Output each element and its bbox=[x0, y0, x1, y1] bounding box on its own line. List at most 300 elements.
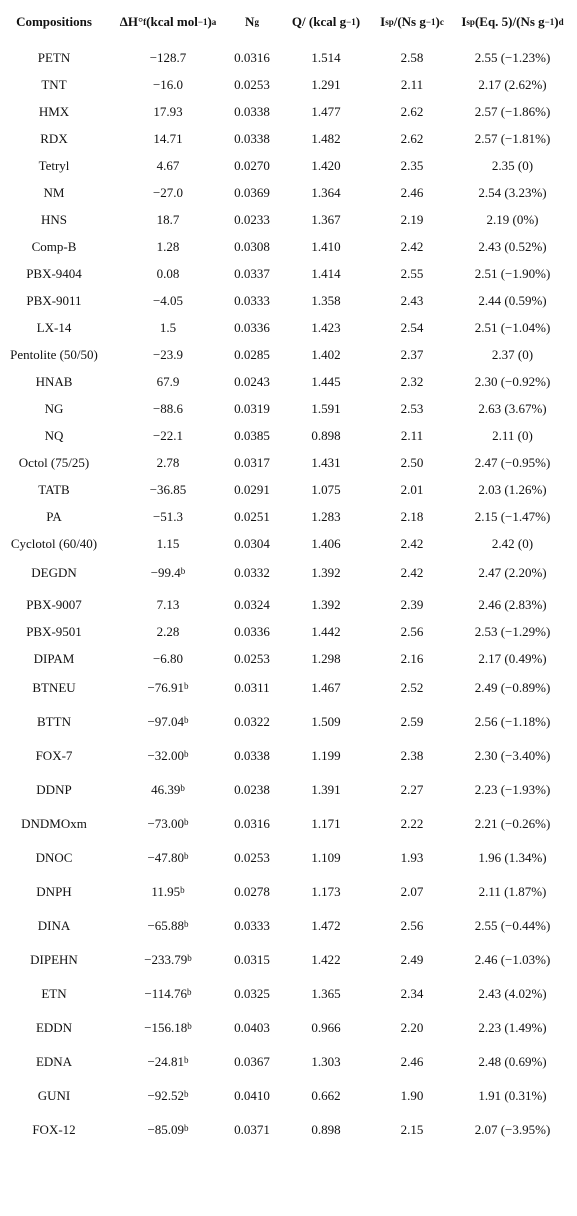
cell-composition bbox=[0, 619, 108, 645]
cell-composition bbox=[0, 288, 108, 314]
cell-composition-value: Comp-B bbox=[31, 239, 77, 254]
header-isp-eq5-note: d bbox=[558, 17, 564, 27]
cell-ng bbox=[228, 450, 276, 476]
cell-isp-eq5 bbox=[448, 99, 577, 125]
cell-isp-value: 2.42 bbox=[400, 239, 424, 254]
cell-composition-value: DIPEHN bbox=[30, 952, 78, 967]
cell-isp-eq5 bbox=[448, 947, 577, 973]
cell-q-value: 1.283 bbox=[311, 509, 341, 524]
cell-ng bbox=[228, 1015, 276, 1041]
cell-ng-value: 0.0270 bbox=[234, 158, 270, 173]
cell-ng bbox=[228, 234, 276, 260]
cell-isp-value: 2.15 bbox=[400, 1122, 424, 1137]
footnote-marker: b bbox=[184, 851, 189, 861]
cell-isp-eq5 bbox=[448, 261, 577, 287]
cell-isp-eq5 bbox=[448, 1049, 577, 1075]
cell-ng bbox=[228, 646, 276, 672]
cell-isp bbox=[376, 811, 448, 837]
footnote-marker: b bbox=[180, 566, 186, 576]
header-isp-close: ) bbox=[435, 14, 440, 29]
cell-composition-value: Pentolite (50/50) bbox=[10, 347, 98, 362]
cell-enthalpy bbox=[108, 72, 228, 98]
cell-q-value: 1.364 bbox=[311, 185, 341, 200]
footnote-marker: b bbox=[184, 1055, 189, 1065]
table-row bbox=[0, 981, 577, 1007]
cell-ng bbox=[228, 72, 276, 98]
cell-composition bbox=[0, 342, 108, 368]
cell-q bbox=[276, 396, 376, 422]
cell-ng-value: 0.0291 bbox=[234, 482, 270, 497]
header-isp-eq5-unit: (Eq. 5)/(Ns g bbox=[474, 14, 545, 29]
cell-isp-eq5 bbox=[448, 72, 577, 98]
cell-isp bbox=[376, 126, 448, 152]
cell-ng bbox=[228, 709, 276, 735]
cell-enthalpy bbox=[108, 1049, 228, 1075]
cell-q-value: 1.423 bbox=[311, 320, 341, 335]
cell-enthalpy bbox=[108, 342, 228, 368]
cell-isp-value: 2.56 bbox=[400, 624, 424, 639]
cell-composition bbox=[0, 592, 108, 618]
cell-enthalpy-value: 14.71 bbox=[153, 131, 183, 146]
cell-q-value: 1.402 bbox=[311, 347, 341, 362]
cell-ng-value: 0.0238 bbox=[234, 782, 270, 797]
cell-ng-value: 0.0322 bbox=[234, 714, 270, 729]
cell-isp bbox=[376, 777, 448, 803]
cell-q bbox=[276, 234, 376, 260]
cell-isp-eq5-value: 2.35 (0) bbox=[491, 158, 534, 173]
cell-isp-value: 2.56 bbox=[400, 918, 424, 933]
cell-enthalpy-value: −97.04 bbox=[147, 714, 185, 729]
header-isp bbox=[376, 0, 448, 44]
cell-composition-value: NQ bbox=[44, 428, 64, 443]
cell-enthalpy bbox=[108, 261, 228, 287]
cell-isp-value: 2.18 bbox=[400, 509, 424, 524]
cell-enthalpy-value: −47.80 bbox=[147, 850, 185, 865]
table-row bbox=[0, 1015, 577, 1041]
cell-composition-value: Tetryl bbox=[38, 158, 70, 173]
cell-ng bbox=[228, 126, 276, 152]
cell-isp-eq5 bbox=[448, 126, 577, 152]
cell-ng bbox=[228, 342, 276, 368]
cell-q bbox=[276, 777, 376, 803]
cell-isp-eq5 bbox=[448, 477, 577, 503]
header-isp-note: c bbox=[439, 17, 444, 27]
cell-composition-value: NG bbox=[44, 401, 64, 416]
cell-ng bbox=[228, 261, 276, 287]
cell-isp-eq5-value: 2.23 (1.49%) bbox=[478, 1020, 547, 1035]
table-row bbox=[0, 126, 577, 152]
cell-enthalpy-value: −51.3 bbox=[152, 509, 184, 524]
cell-q-value: 1.406 bbox=[311, 536, 341, 551]
cell-enthalpy bbox=[108, 560, 228, 586]
header-ng-sub: g bbox=[254, 17, 259, 27]
cell-isp bbox=[376, 1083, 448, 1109]
header-compositions bbox=[0, 0, 108, 44]
table-row bbox=[0, 777, 577, 803]
cell-isp-eq5-value: 2.57 (−1.86%) bbox=[474, 104, 551, 119]
cell-q-value: 1.472 bbox=[311, 918, 341, 933]
cell-isp bbox=[376, 45, 448, 71]
cell-isp-eq5-value: 2.57 (−1.81%) bbox=[474, 131, 551, 146]
cell-isp bbox=[376, 423, 448, 449]
cell-enthalpy bbox=[108, 879, 228, 905]
cell-q-value: 1.109 bbox=[311, 850, 341, 865]
cell-enthalpy bbox=[108, 180, 228, 206]
cell-isp-eq5 bbox=[448, 153, 577, 179]
cell-q bbox=[276, 342, 376, 368]
cell-isp-eq5-value: 2.17 (2.62%) bbox=[478, 77, 547, 92]
cell-enthalpy-value: 1.5 bbox=[159, 320, 177, 335]
cell-q bbox=[276, 619, 376, 645]
table-row bbox=[0, 315, 577, 341]
cell-isp-value: 2.34 bbox=[400, 986, 424, 1001]
cell-isp-eq5 bbox=[448, 180, 577, 206]
cell-isp-eq5 bbox=[448, 1083, 577, 1109]
cell-q-value: 1.392 bbox=[311, 597, 341, 612]
cell-enthalpy-value: 18.7 bbox=[156, 212, 180, 227]
cell-composition-value: TATB bbox=[38, 482, 70, 497]
cell-q-value: 1.420 bbox=[311, 158, 341, 173]
cell-isp-eq5 bbox=[448, 981, 577, 1007]
cell-composition bbox=[0, 879, 108, 905]
cell-q bbox=[276, 947, 376, 973]
cell-q-value: 1.075 bbox=[311, 482, 341, 497]
cell-q-value: 1.477 bbox=[311, 104, 341, 119]
footnote-marker: b bbox=[184, 749, 189, 759]
cell-q bbox=[276, 743, 376, 769]
cell-isp-eq5 bbox=[448, 396, 577, 422]
cell-ng bbox=[228, 1049, 276, 1075]
cell-composition bbox=[0, 845, 108, 871]
cell-enthalpy-value: −24.81 bbox=[147, 1054, 185, 1069]
cell-isp bbox=[376, 646, 448, 672]
cell-isp-value: 1.93 bbox=[400, 850, 424, 865]
footnote-marker: b bbox=[180, 885, 185, 895]
cell-isp-eq5-value: 2.48 (0.69%) bbox=[478, 1054, 547, 1069]
cell-composition bbox=[0, 72, 108, 98]
cell-isp-value: 2.46 bbox=[400, 1054, 424, 1069]
cell-ng-value: 0.0311 bbox=[234, 680, 270, 695]
cell-enthalpy-value: −36.85 bbox=[149, 482, 187, 497]
cell-isp-eq5 bbox=[448, 369, 577, 395]
cell-isp-eq5-value: 2.46 (−1.03%) bbox=[474, 952, 551, 967]
cell-q-value: 1.410 bbox=[311, 239, 341, 254]
cell-isp bbox=[376, 1015, 448, 1041]
cell-enthalpy-value: 2.28 bbox=[156, 624, 180, 639]
cell-ng-value: 0.0385 bbox=[234, 428, 270, 443]
cell-enthalpy bbox=[108, 504, 228, 530]
cell-ng bbox=[228, 913, 276, 939]
cell-q bbox=[276, 709, 376, 735]
cell-enthalpy bbox=[108, 126, 228, 152]
table-row bbox=[0, 234, 577, 260]
cell-isp-value: 2.35 bbox=[400, 158, 424, 173]
header-ng-symbol: N bbox=[245, 14, 255, 29]
cell-isp bbox=[376, 153, 448, 179]
footnote-marker: b bbox=[180, 783, 185, 793]
cell-ng-value: 0.0338 bbox=[234, 104, 270, 119]
cell-isp bbox=[376, 315, 448, 341]
cell-q bbox=[276, 261, 376, 287]
table-row bbox=[0, 504, 577, 530]
header-isp-unit: /(Ns g bbox=[393, 14, 426, 29]
cell-isp-eq5 bbox=[448, 207, 577, 233]
header-enthalpy-close: ) bbox=[207, 14, 212, 29]
cell-enthalpy-value: 67.9 bbox=[156, 374, 180, 389]
cell-enthalpy-value: 17.93 bbox=[153, 104, 183, 119]
cell-isp bbox=[376, 845, 448, 871]
table-row bbox=[0, 396, 577, 422]
cell-composition-value: HNS bbox=[40, 212, 67, 227]
cell-q-value: 0.898 bbox=[311, 428, 341, 443]
cell-isp-eq5 bbox=[448, 560, 577, 586]
cell-ng-value: 0.0253 bbox=[234, 77, 270, 92]
cell-enthalpy bbox=[108, 477, 228, 503]
cell-isp bbox=[376, 675, 448, 701]
cell-isp bbox=[376, 234, 448, 260]
cell-composition bbox=[0, 45, 108, 71]
cell-composition-value: DDNP bbox=[36, 782, 72, 797]
header-isp-eq5 bbox=[448, 0, 577, 44]
cell-q-value: 1.442 bbox=[311, 624, 341, 639]
cell-enthalpy-value: 11.95 bbox=[151, 884, 181, 899]
cell-composition-value: Octol (75/25) bbox=[18, 455, 90, 470]
cell-enthalpy bbox=[108, 592, 228, 618]
header-q bbox=[276, 0, 376, 44]
header-isp-sub: sp bbox=[385, 17, 394, 27]
cell-composition bbox=[0, 315, 108, 341]
cell-composition-value: PBX-9501 bbox=[26, 624, 82, 639]
cell-isp-eq5-value: 2.43 (4.02%) bbox=[478, 986, 547, 1001]
cell-composition bbox=[0, 180, 108, 206]
cell-q bbox=[276, 811, 376, 837]
cell-ng-value: 0.0243 bbox=[234, 374, 270, 389]
cell-q-value: 0.662 bbox=[311, 1088, 341, 1103]
table-row bbox=[0, 531, 577, 557]
cell-isp bbox=[376, 743, 448, 769]
cell-ng-value: 0.0332 bbox=[234, 565, 270, 580]
cell-composition-value: DINA bbox=[37, 918, 71, 933]
cell-q bbox=[276, 45, 376, 71]
table-row bbox=[0, 845, 577, 871]
header-ng bbox=[228, 0, 276, 44]
table-row bbox=[0, 743, 577, 769]
cell-enthalpy-value: −85.09 bbox=[147, 1122, 185, 1137]
cell-isp-value: 2.11 bbox=[400, 428, 424, 443]
table-row bbox=[0, 1117, 577, 1143]
footnote-marker: b bbox=[187, 987, 192, 997]
cell-ng bbox=[228, 845, 276, 871]
footnote-marker: b bbox=[184, 1123, 189, 1133]
cell-isp-value: 2.50 bbox=[400, 455, 424, 470]
cell-isp-eq5-value: 2.37 (0) bbox=[491, 347, 534, 362]
cell-isp bbox=[376, 180, 448, 206]
cell-enthalpy bbox=[108, 1015, 228, 1041]
cell-composition bbox=[0, 369, 108, 395]
table-row bbox=[0, 592, 577, 618]
header-enthalpy-exp: −1 bbox=[197, 17, 208, 27]
cell-enthalpy-value: 46.39 bbox=[151, 782, 181, 797]
cell-enthalpy-value: 1.28 bbox=[156, 239, 180, 254]
cell-isp-eq5 bbox=[448, 913, 577, 939]
cell-q bbox=[276, 369, 376, 395]
cell-isp-value: 2.42 bbox=[400, 565, 424, 580]
cell-isp-eq5 bbox=[448, 315, 577, 341]
cell-ng-value: 0.0369 bbox=[234, 185, 270, 200]
cell-isp-eq5 bbox=[448, 1015, 577, 1041]
cell-q bbox=[276, 99, 376, 125]
cell-isp-eq5 bbox=[448, 646, 577, 672]
cell-isp-eq5-value: 2.55 (−1.23%) bbox=[474, 50, 551, 65]
cell-isp-eq5-value: 1.91 (0.31%) bbox=[478, 1088, 547, 1103]
cell-isp-value: 2.37 bbox=[400, 347, 424, 362]
cell-composition bbox=[0, 560, 108, 586]
table-row bbox=[0, 675, 577, 701]
cell-isp-eq5 bbox=[448, 234, 577, 260]
header-isp-exp: −1 bbox=[425, 17, 436, 27]
cell-enthalpy-value: −6.80 bbox=[152, 651, 184, 666]
cell-ng bbox=[228, 777, 276, 803]
table-row bbox=[0, 879, 577, 905]
table-row bbox=[0, 1049, 577, 1075]
cell-composition-value: EDNA bbox=[35, 1054, 73, 1069]
cell-enthalpy bbox=[108, 396, 228, 422]
cell-isp bbox=[376, 288, 448, 314]
cell-q-value: 1.509 bbox=[311, 714, 341, 729]
table-row bbox=[0, 560, 577, 586]
cell-isp-eq5-value: 2.47 (−0.95%) bbox=[474, 455, 551, 470]
cell-enthalpy-value: −22.1 bbox=[152, 428, 184, 443]
cell-enthalpy bbox=[108, 709, 228, 735]
cell-ng bbox=[228, 45, 276, 71]
cell-enthalpy-value: −32.00 bbox=[147, 748, 185, 763]
cell-ng-value: 0.0316 bbox=[234, 816, 270, 831]
cell-isp-eq5-value: 2.51 (−1.04%) bbox=[474, 320, 551, 335]
cell-enthalpy bbox=[108, 315, 228, 341]
cell-isp-value: 2.58 bbox=[400, 50, 424, 65]
cell-q bbox=[276, 180, 376, 206]
cell-isp-value: 2.19 bbox=[400, 212, 424, 227]
cell-q bbox=[276, 1117, 376, 1143]
cell-q-value: 0.898 bbox=[311, 1122, 341, 1137]
cell-ng-value: 0.0333 bbox=[234, 918, 270, 933]
cell-isp-value: 2.01 bbox=[400, 482, 424, 497]
cell-q bbox=[276, 72, 376, 98]
cell-q-value: 1.467 bbox=[311, 680, 341, 695]
cell-isp-eq5 bbox=[448, 450, 577, 476]
header-enthalpy-sub: f bbox=[143, 17, 147, 27]
cell-isp-value: 2.62 bbox=[400, 131, 424, 146]
cell-composition bbox=[0, 99, 108, 125]
cell-isp-eq5-value: 2.11 (0) bbox=[492, 428, 533, 443]
table-row bbox=[0, 207, 577, 233]
cell-q-value: 1.431 bbox=[311, 455, 341, 470]
cell-q bbox=[276, 1049, 376, 1075]
cell-isp-eq5 bbox=[448, 342, 577, 368]
cell-composition bbox=[0, 709, 108, 735]
cell-composition bbox=[0, 396, 108, 422]
cell-isp-value: 2.11 bbox=[400, 77, 424, 92]
cell-isp-eq5 bbox=[448, 531, 577, 557]
table-row bbox=[0, 342, 577, 368]
cell-q-value: 1.367 bbox=[311, 212, 341, 227]
cell-isp-eq5 bbox=[448, 743, 577, 769]
cell-composition-value: BTTN bbox=[37, 714, 71, 729]
cell-composition-value: PBX-9404 bbox=[26, 266, 82, 281]
cell-isp bbox=[376, 709, 448, 735]
cell-isp-eq5 bbox=[448, 619, 577, 645]
header-isp-symbol: I bbox=[380, 14, 386, 29]
cell-composition-value: DNDMOxm bbox=[21, 816, 87, 831]
cell-ng bbox=[228, 981, 276, 1007]
cell-enthalpy bbox=[108, 619, 228, 645]
cell-isp-eq5 bbox=[448, 879, 577, 905]
header-isp-eq5-close: ) bbox=[554, 14, 559, 29]
cell-composition bbox=[0, 423, 108, 449]
cell-composition-value: DNOC bbox=[35, 850, 73, 865]
cell-q-value: 1.291 bbox=[311, 77, 341, 92]
cell-composition-value: ETN bbox=[41, 986, 67, 1001]
cell-isp-value: 2.53 bbox=[400, 401, 424, 416]
cell-isp bbox=[376, 396, 448, 422]
cell-enthalpy-value: 2.78 bbox=[156, 455, 180, 470]
cell-isp bbox=[376, 369, 448, 395]
cell-enthalpy bbox=[108, 1117, 228, 1143]
cell-ng bbox=[228, 743, 276, 769]
cell-ng-value: 0.0338 bbox=[234, 131, 270, 146]
cell-ng bbox=[228, 207, 276, 233]
cell-ng bbox=[228, 288, 276, 314]
cell-enthalpy-value: −4.05 bbox=[152, 293, 184, 308]
cell-ng bbox=[228, 1083, 276, 1109]
cell-ng-value: 0.0319 bbox=[234, 401, 270, 416]
cell-q-value: 1.591 bbox=[311, 401, 341, 416]
cell-ng bbox=[228, 315, 276, 341]
cell-composition bbox=[0, 531, 108, 557]
cell-ng-value: 0.0315 bbox=[234, 952, 270, 967]
cell-composition bbox=[0, 981, 108, 1007]
cell-isp bbox=[376, 1117, 448, 1143]
cell-enthalpy bbox=[108, 1083, 228, 1109]
cell-enthalpy bbox=[108, 646, 228, 672]
cell-enthalpy bbox=[108, 369, 228, 395]
cell-enthalpy-value: −128.7 bbox=[149, 50, 187, 65]
cell-isp-eq5-value: 2.43 (0.52%) bbox=[478, 239, 547, 254]
cell-q bbox=[276, 913, 376, 939]
cell-q-value: 1.392 bbox=[311, 565, 341, 580]
cell-ng-value: 0.0253 bbox=[234, 850, 270, 865]
cell-enthalpy bbox=[108, 288, 228, 314]
cell-enthalpy bbox=[108, 450, 228, 476]
cell-ng-value: 0.0253 bbox=[234, 651, 270, 666]
cell-isp-eq5-value: 2.54 (3.23%) bbox=[478, 185, 547, 200]
cell-isp bbox=[376, 619, 448, 645]
cell-isp-eq5-value: 2.30 (−3.40%) bbox=[474, 748, 551, 763]
cell-isp-eq5-value: 2.11 (1.87%) bbox=[478, 884, 547, 899]
cell-isp-value: 2.49 bbox=[400, 952, 424, 967]
cell-ng-value: 0.0336 bbox=[234, 624, 270, 639]
cell-q bbox=[276, 207, 376, 233]
cell-isp bbox=[376, 981, 448, 1007]
cell-composition-value: PETN bbox=[37, 50, 71, 65]
cell-enthalpy-value: −99.4 bbox=[150, 565, 181, 580]
cell-composition bbox=[0, 153, 108, 179]
cell-ng bbox=[228, 369, 276, 395]
cell-q bbox=[276, 288, 376, 314]
cell-enthalpy bbox=[108, 153, 228, 179]
footnote-marker: b bbox=[184, 919, 189, 929]
cell-isp-eq5-value: 2.42 (0) bbox=[491, 536, 534, 551]
